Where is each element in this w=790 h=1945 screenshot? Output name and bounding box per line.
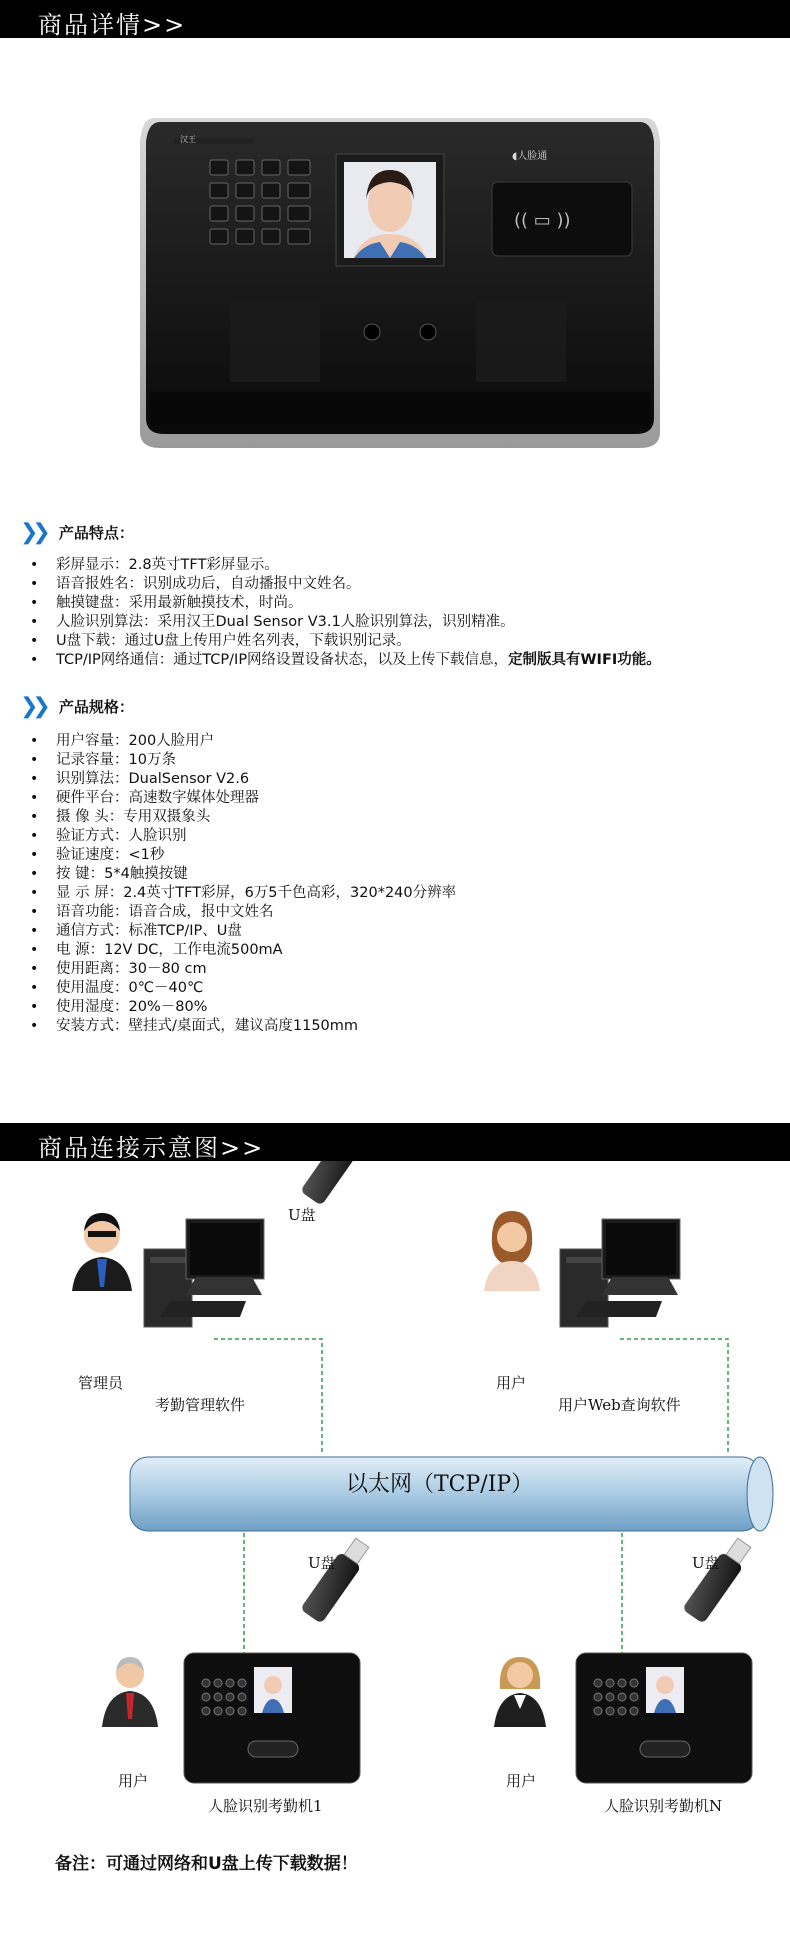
usb-drive-icon	[300, 1161, 373, 1206]
usb-drive-icon	[682, 1535, 755, 1624]
list-item: • 识别算法：DualSensor V2.6	[30, 770, 456, 789]
face-terminal-n	[576, 1653, 752, 1783]
list-item: • 安装方式：壁挂式/桌面式，建议高度1150mm	[30, 1017, 456, 1036]
list-item: • 验证速度：<1秒	[30, 846, 456, 865]
svg-text:◖人脸通: ◖人脸通	[512, 151, 548, 162]
network-label: 以太网（TCP/IP）	[346, 1472, 534, 1497]
usb-label: U盘	[288, 1206, 316, 1224]
user-label: 用户	[506, 1772, 537, 1790]
specs-list	[30, 732, 456, 1036]
list-item: • 触摸键盘：采用最新触摸技术，时尚。	[30, 594, 661, 613]
list-item: • TCP/IP网络通信：通过TCP/IP网络设置设备状态，以及上传下载信息，定制版具有WIFI功能。	[30, 651, 661, 670]
connection-diagram	[0, 1161, 790, 1851]
device-photo	[140, 112, 660, 452]
list-item: • 摄 像 头：专用双摄象头	[30, 808, 456, 827]
list-item: • 验证方式：人脸识别	[30, 827, 456, 846]
user-avatar	[484, 1211, 540, 1291]
admin-label: 管理员	[78, 1374, 124, 1392]
list-item: • 电 源：12V DC，工作电流500mA	[30, 941, 456, 960]
usb-label: U盘	[308, 1554, 336, 1572]
banner-title: 商品详情>>	[38, 11, 187, 39]
section-banner-diagram	[0, 1123, 790, 1161]
usb-drive-icon	[300, 1535, 373, 1624]
list-item: • 记录容量：10万条	[30, 751, 456, 770]
section-banner-details	[0, 0, 790, 38]
list-item: • 彩屏显示：2.8英寸TFT彩屏显示。	[30, 556, 661, 575]
user-avatar	[102, 1657, 158, 1727]
svg-text:(( ▭ )): (( ▭ ))	[514, 210, 571, 231]
face-terminal-1	[184, 1653, 360, 1783]
device1-label: 人脸识别考勤机1	[208, 1797, 323, 1815]
features-heading: ❯❯ 产品特点：	[20, 519, 134, 545]
list-item: • U盘下载：通过U盘上传用户姓名列表，下载识别记录。	[30, 632, 661, 651]
double-chevron-icon: ❯❯	[20, 693, 45, 719]
specs-heading: ❯❯ 产品规格：	[20, 693, 134, 719]
admin-avatar	[72, 1213, 132, 1291]
svg-text:汉王: 汉王	[180, 135, 196, 144]
user-avatar	[494, 1657, 546, 1727]
admin-software-label: 考勤管理软件	[155, 1396, 246, 1414]
list-item: • 用户容量：200人脸用户	[30, 732, 456, 751]
banner-title: 商品连接示意图>>	[38, 1134, 265, 1162]
deviceN-label: 人脸识别考勤机N	[604, 1797, 723, 1815]
footnote: 备注：可通过网络和U盘上传下载数据！	[55, 1854, 358, 1874]
user-label: 用户	[118, 1772, 149, 1790]
list-item: • 通信方式：标准TCP/IP、U盘	[30, 922, 456, 941]
user-label: 用户	[496, 1374, 527, 1392]
list-item: • 语音报姓名：识别成功后，自动播报中文姓名。	[30, 575, 661, 594]
admin-computer	[144, 1219, 264, 1327]
list-item: • 显 示 屏：2.4英寸TFT彩屏，6万5千色高彩，320*240分辨率	[30, 884, 456, 903]
list-item: • 人脸识别算法：采用汉王Dual Sensor V3.1人脸识别算法，识别精准。	[30, 613, 661, 632]
list-item: • 硬件平台：高速数字媒体处理器	[30, 789, 456, 808]
list-item: • 使用温度：0℃－40℃	[30, 979, 456, 998]
web-software-label: 用户Web查询软件	[558, 1396, 681, 1414]
features-list	[30, 556, 661, 670]
user-computer	[560, 1219, 680, 1327]
double-chevron-icon: ❯❯	[20, 519, 45, 545]
usb-label: U盘	[692, 1554, 720, 1572]
list-item: • 语音功能：语音合成，报中文姓名	[30, 903, 456, 922]
list-item: • 使用湿度：20%－80%	[30, 998, 456, 1017]
list-item: • 按 键：5*4触摸按键	[30, 865, 456, 884]
list-item: • 使用距离：30－80 cm	[30, 960, 456, 979]
